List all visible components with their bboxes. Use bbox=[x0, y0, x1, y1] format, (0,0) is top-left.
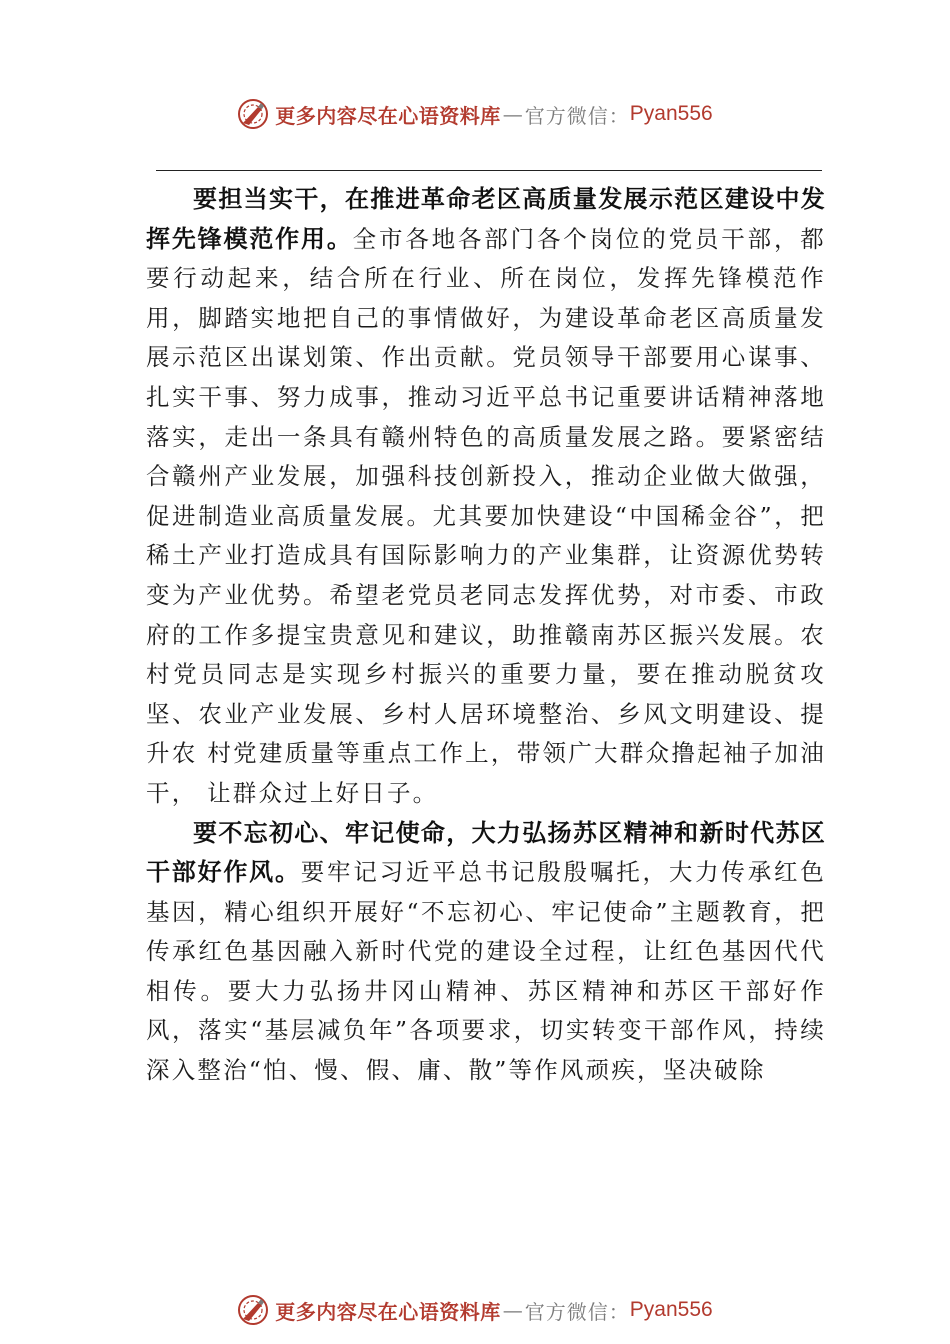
brand-logo-icon bbox=[237, 1294, 269, 1326]
header-divider bbox=[156, 170, 822, 171]
body-paragraph bbox=[146, 814, 826, 1091]
paragraph-lead-heading: 要不忘初心、牢记使命，大力弘扬苏区精神和新时代苏区干部好作风。 bbox=[146, 818, 826, 887]
paragraph-text: 要牢记习近平总书记殷殷嘱托，大力传承红色基因，精心组织开展好“不忘初心、牢记使命”主题教育，把传承红色基因融入新时代党的建设全过程，让红色基因代代相传。要大力弘扬井冈山精神、苏区精神和苏区干部好作风，落实“基层减负年”各项要求，切实转变干部作风，持续深入整治“怕、慢、假、庸、散”等作风顽疾，坚决破除 bbox=[146, 858, 827, 1085]
body-paragraph bbox=[146, 180, 826, 814]
footer-official-label: 官方微信： bbox=[524, 1299, 630, 1324]
paragraph-lead-heading: 要担当实干，在推进革命老区高质量发展示范区建设中发挥先锋模范作用。 bbox=[146, 185, 826, 253]
paragraph-text: 全市各地各部门各个岗位的党员干部，都要行动起来，结合所在行业、所在岗位，发挥先锋模范作用，脚踏实地把自己的事情做好，为建设革命老区高质量发展示范区出谋划策、作出贡献。党员领导干部要用心谋事、扎实干事、努力成事，推动习近平总书记重要讲话精神落地落实，走出一条具有赣州特色的高质量发展之路。要紧密结合赣州产业发展，加强科技创新投入，推动企业做大做强，促进制造业高质量发展。尤其要加快建设“中国稀金谷”，把稀土产业打造成具有国际影响力的产业集群，让资源优势转 变为产业优势。希望老党员老同志发挥优势，对市委、市政 府的工作多提宝贵意见和建议，助推赣南苏区振兴发展。农 村党员同志是实现乡村振兴的重要力量，要在推动脱贫攻坚、农业产业发展、乡村人居环境整治、乡风文明建设、提升农 村党建质量等重点工作上，带领广大群众撸起袖子加油干， 让群众过上好日子。 bbox=[146, 224, 826, 807]
header-official-label: 官方微信： bbox=[524, 103, 630, 128]
header-watermark-banner bbox=[0, 92, 950, 136]
footer-dash: — bbox=[502, 1298, 523, 1322]
header-dash: — bbox=[502, 102, 523, 126]
document-body bbox=[146, 180, 826, 1091]
header-brand-text: 更多内容尽在心语资料库 bbox=[275, 103, 501, 128]
header-wechat-id: Pyan556 bbox=[629, 102, 713, 125]
footer-brand-text: 更多内容尽在心语资料库 bbox=[275, 1299, 501, 1324]
footer-watermark-banner bbox=[0, 1288, 950, 1332]
brand-logo-icon bbox=[237, 98, 269, 130]
footer-wechat-id: Pyan556 bbox=[629, 1298, 713, 1321]
